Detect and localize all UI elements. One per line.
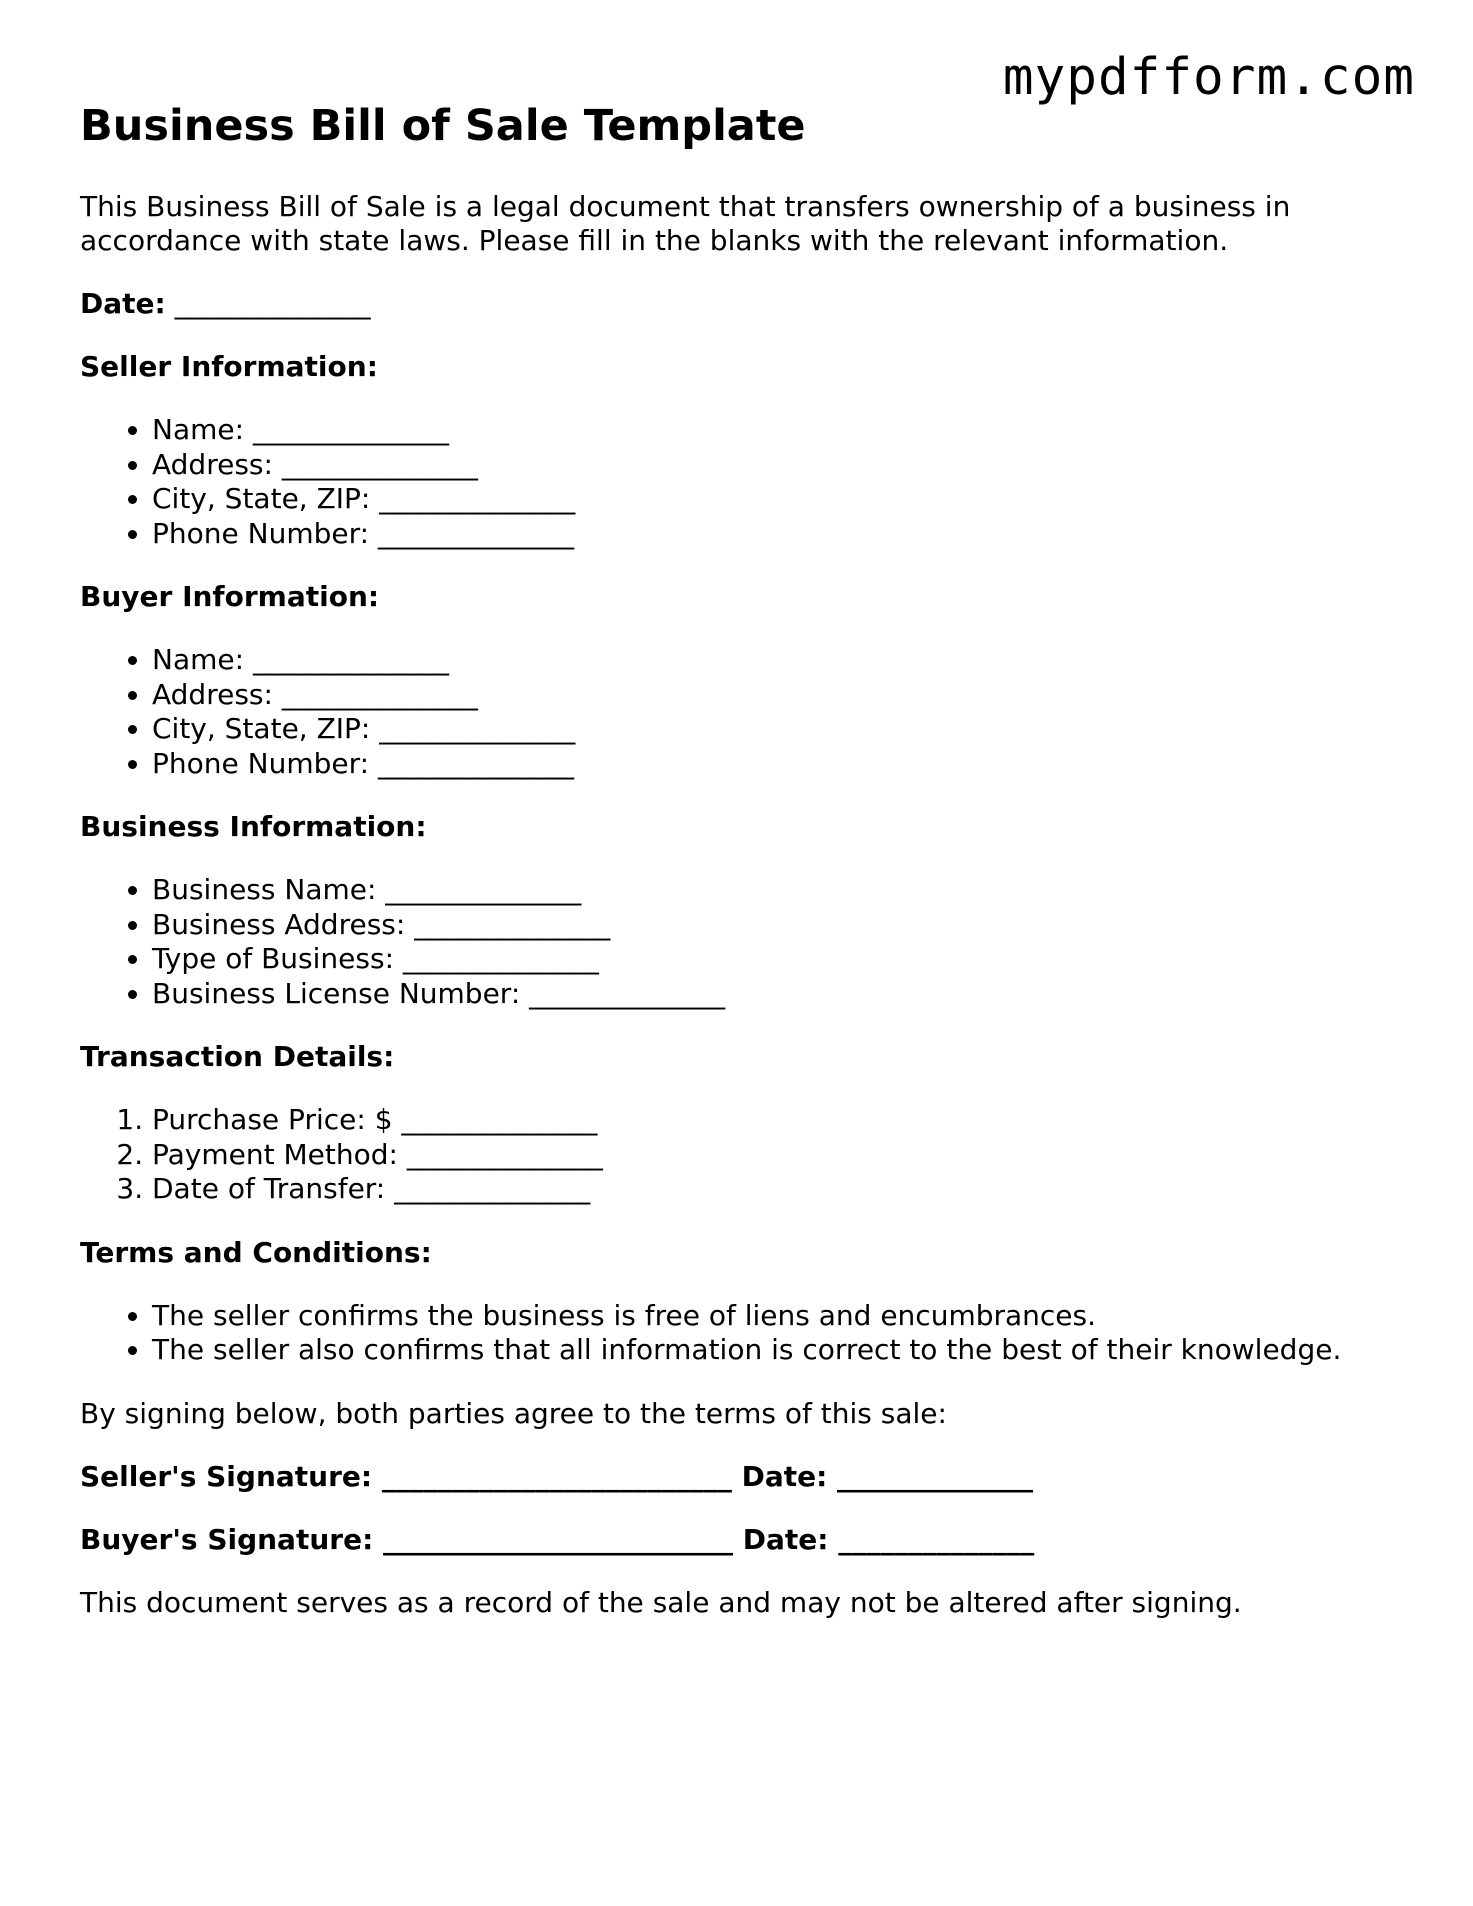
payment-method-item: 2. Payment Method: ______________ [152,1138,1410,1173]
buyer-list [80,643,1410,781]
date-of-transfer-item: 3. Date of Transfer: ______________ [152,1172,1410,1207]
footer-note: This document serves as a record of the sale and may not be altered after signing. [80,1585,1242,1619]
terms-list [80,1299,1410,1368]
page-title: Business Bill of Sale Template [80,101,806,151]
buyer-city-item: • City, State, ZIP: ______________ [152,712,1410,747]
terms-heading: Terms and Conditions: [80,1235,432,1269]
date-line [80,287,1410,321]
business-list [80,873,1410,1011]
business-heading: Business Information: [80,810,427,843]
purchase-price-item: 1. Purchase Price: $ ______________ [152,1103,1410,1138]
buyer-phone-item: • Phone Number: ______________ [152,747,1410,782]
seller-city-item: • City, State, ZIP: ______________ [152,482,1410,517]
agreement-text: By signing below, both parties agree to the terms of this sale: [80,1396,947,1430]
buyer-signature-line: Buyer's Signature: _________________________ Date: ______________ [80,1522,1035,1556]
terms-item: • The seller also confirms that all information is correct to the best of their knowledge. [152,1333,1410,1368]
business-type-item: • Type of Business: ______________ [152,942,1410,977]
transaction-list [80,1103,1410,1207]
date-blank: ______________ [174,287,371,320]
seller-heading: Seller Information: [80,350,378,383]
site-watermark: mypdfform.com [1002,48,1415,107]
seller-address-item: • Address: ______________ [152,448,1410,483]
buyer-heading: Buyer Information: [80,580,380,613]
seller-phone-item: • Phone Number: ______________ [152,517,1410,552]
buyer-name-item: • Name: ______________ [152,643,1410,678]
seller-signature-line: Seller's Signature: _________________________ Date: ______________ [80,1459,1034,1493]
intro-paragraph: This Business Bill of Sale is a legal document that transfers ownership of a business in accordance with state laws. Please fill in the blanks with the relevant information. [80,190,1291,257]
seller-name-item: • Name: ______________ [152,413,1410,448]
business-address-item: • Business Address: ______________ [152,908,1410,943]
seller-list [80,413,1410,551]
transaction-heading: Transaction Details: [80,1040,395,1073]
business-name-item: • Business Name: ______________ [152,873,1410,908]
date-label: Date: [80,287,166,320]
document-page [80,100,1410,1649]
buyer-address-item: • Address: ______________ [152,678,1410,713]
business-license-item: • Business License Number: ______________ [152,977,1410,1012]
terms-item: • The seller confirms the business is free of liens and encumbrances. [152,1299,1410,1334]
